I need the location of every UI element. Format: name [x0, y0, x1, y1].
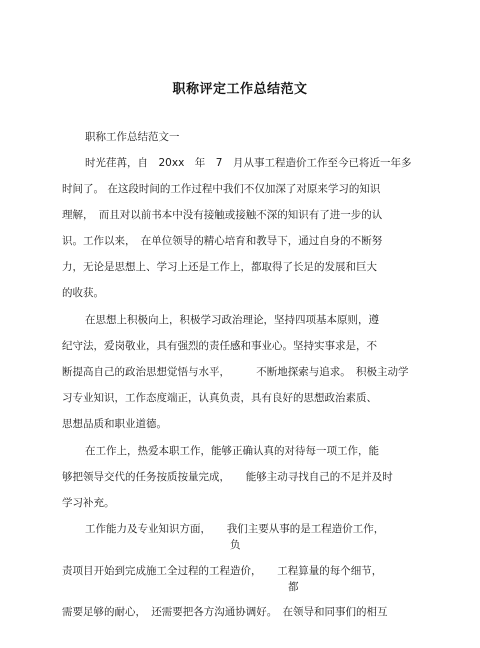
body-text-line: 的收获。 — [62, 287, 104, 299]
body-text-line: 职称工作总结范文一 — [85, 131, 180, 143]
body-text-line: 学习补充。 — [62, 497, 115, 509]
body-text-line: 力，无论是思想上、学习上还是工作上，都取得了长足的发展和巨大 — [62, 261, 377, 273]
body-text-line: 在工作上，热爱本职工作，能够正确认真的对待每一项工作，能 — [85, 445, 379, 457]
body-text-line: 需要足够的耐心， 还需要把各方沟通协调好。 在领导和同事们的相互 — [62, 606, 388, 618]
body-text-line: 责项目开始到完成施工全过程的工程造价， 工程算量的每个细节， — [62, 565, 383, 577]
document-title: 职称评定工作总结范文 — [172, 82, 308, 97]
body-text-line: 习专业知识，工作态度端正，认真负责，具有良好的思想政治素质、 — [62, 392, 377, 404]
body-text-line: 工作能力及专业知识方面， 我们主要从事的是工程造价工作， — [85, 523, 385, 535]
body-text-line: 在思想上积极向上，积极学习政治理论，坚持四项基本原则，遵 — [85, 314, 379, 326]
body-text-line: 都 — [288, 581, 299, 593]
body-text-line: 断提高自己的政治思想觉悟与水平， 不断地探索与追求。 积极主动学 — [62, 366, 409, 378]
body-text-line: 时光荏苒，自 20xx 年 7 月从事工程造价工作至今已将近一年多 — [85, 157, 412, 169]
body-text-line: 识。工作以来， 在单位领导的精心培育和教导下，通过自身的不断努 — [62, 235, 383, 247]
body-text-line: 纪守法，爱岗敬业，具有强烈的责任感和事业心。坚持实事求是，不 — [62, 340, 377, 352]
body-text-line: 时间了。 在这段时间的工作过程中我们不仅加深了对原来学习的知识 — [62, 183, 381, 195]
body-text-line: 够把领导交代的任务按质按量完成， 能够主动寻找自己的不足并及时 — [62, 471, 393, 483]
body-text-line: 思想品质和职业道德。 — [62, 418, 167, 430]
body-text-line: 理解， 而且对以前书本中没有接触或接触不深的知识有了进一步的认 — [62, 209, 383, 221]
body-text-line: 负 — [230, 539, 241, 551]
